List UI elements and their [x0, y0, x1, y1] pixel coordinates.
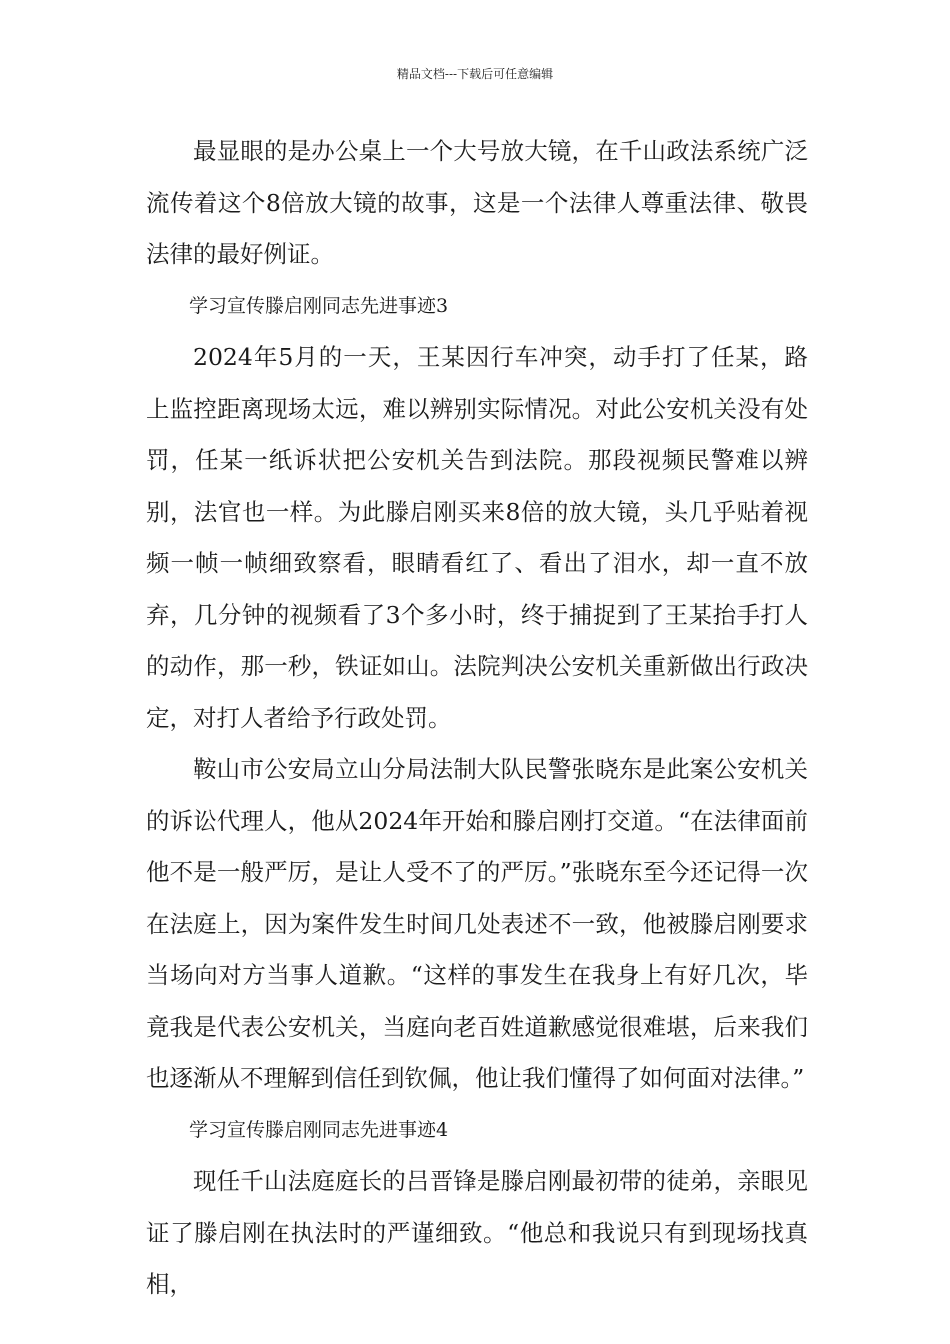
section-heading-3: 学习宣传滕启刚同志先进事迹3 — [189, 294, 449, 317]
paragraph-lv-jinfeng: 现任千山法庭庭长的吕晋锋是滕启刚最初带的徒弟，亲眼见证了滕启刚在执法时的严谨细致。“他总和我说只有到现场找真相， — [146, 1167, 808, 1298]
document-body — [146, 126, 808, 1311]
page-header: 精品文档---下载后可任意编辑 — [396, 67, 554, 81]
paragraph-case-video: 2024年5月的一天，王某因行车冲突，动手打了任某，路上监控距离现场太远，难以辨别实际情况。对此公安机关没有处罚，任某一纸诉状把公安机关告到法院。那段视频民警难以辨别，法官也一样。为此滕启刚买来8倍的放大镜，头几乎贴着视频一帧一帧细致察看，眼睛看红了、看出了泪水，却一直不放弃，几分钟的视频看了3个多小时，终于捕捉到了王某抬手打人的动作，那一秒，铁证如山。法院判决公安机关重新做出行政决定，对打人者给予行政处罚。 — [146, 343, 808, 732]
section-heading-4: 学习宣传滕启刚同志先进事迹4 — [189, 1118, 449, 1141]
paragraph-zhang-xiaodong: 鞍山市公安局立山分局法制大队民警张晓东是此案公安机关的诉讼代理人，他从2024年开始和滕启刚打交道。“在法律面前他不是一般严厉，是让人受不了的严厉。”张晓东至今还记得一次在法庭上，因为案件发生时间几处表述不一致，他被滕启刚要求当场向对方当事人道歉。“这样的事发生在我身上有好几次，毕竟我是代表公安机关，当庭向老百姓道歉感觉很难堪，后来我们也逐渐从不理解到信任到钦佩，他让我们懂得了如何面对法律。” — [146, 755, 808, 1092]
paragraph-magnifier: 最显眼的是办公桌上一个大号放大镜，在千山政法系统广泛流传着这个8倍放大镜的故事，这是一个法律人尊重法律、敬畏法律的最好例证。 — [146, 137, 808, 268]
